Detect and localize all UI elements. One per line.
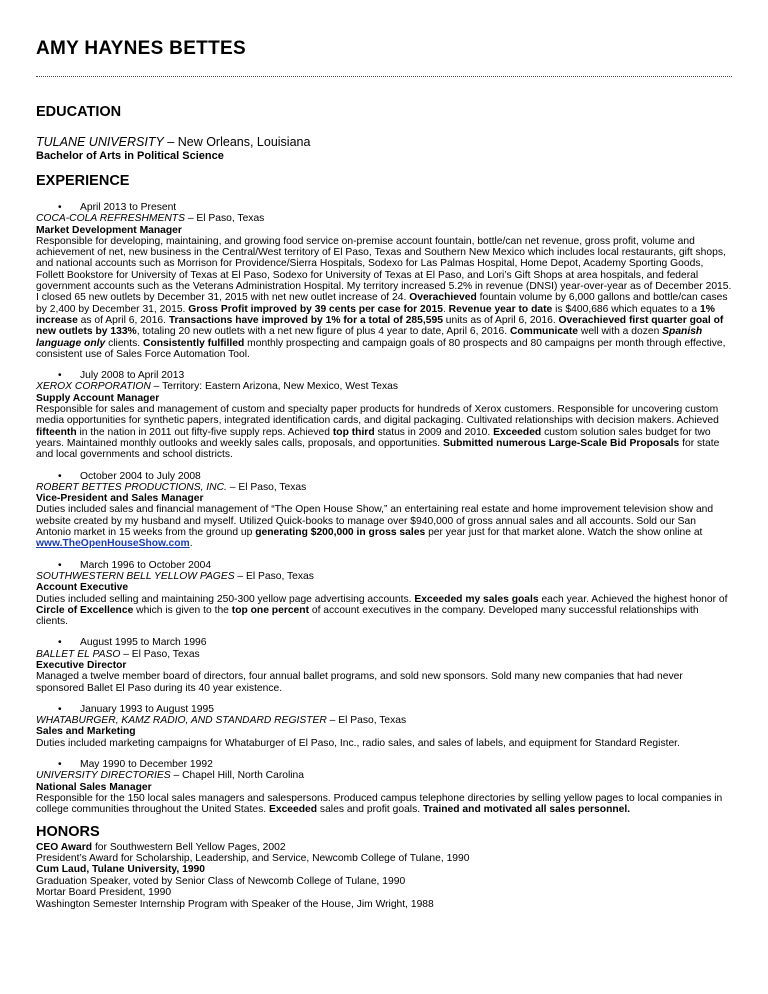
job-dates [36,471,732,482]
honors-list [36,842,732,910]
bullet-icon: • [58,759,62,771]
job-description [36,404,732,460]
job-dates-text: August 1995 to March 1996 [80,637,207,649]
text-run: Responsible for the 150 local sales managers and salespersons. Produced campus telephone directories by selling yellow pages to local companies in college communities throughout the United States. [36,792,723,816]
text-run: per year just for that market alone. Watch the show online at [425,527,703,539]
job-title: Supply Account Manager [36,392,160,404]
job-dates-text: April 2013 to Present [80,202,177,213]
website-link[interactable]: www.TheOpenHouseShow.com [36,538,190,550]
text-run: custom solution sales budget for two years. Maintained monthly outlooks and weekly sales calls, proposals, and opportunities. [36,426,711,449]
job-description [36,793,732,816]
text-run: status in 2009 and 2010. [374,426,494,438]
job-company-line [36,649,732,660]
job-title: Market Development Manager [36,224,182,236]
company-name: XEROX CORPORATION [36,381,151,393]
bullet-icon: • [58,703,62,715]
emphasis-run: Spanish language only [36,326,703,349]
job-dates [36,202,732,213]
honor-item [36,853,732,864]
emphasis-run: Overachieved [409,292,477,304]
job-title: Account Executive [36,582,129,594]
text-run: Washington Semester Internship Program with Speaker of the House, Jim Wright, 1988 [36,898,434,910]
emphasis-run: fifteenth [36,426,77,438]
job-dates-text: May 1990 to December 1992 [80,759,213,771]
company-name: SOUTHWESTERN BELL YELLOW PAGES [36,570,235,582]
job-company-line [36,571,732,582]
job-description [36,504,732,549]
job-entry [36,370,732,460]
company-location: El Paso, Texas [131,648,200,660]
company-name: COCA-COLA REFRESHMENTS [36,213,185,225]
text-run: each year. Achieved the highest honor of [538,593,728,605]
text-run: Duties included selling and maintaining 250-300 yellow page advertising accounts. [36,593,415,605]
text-run: Responsible for sales and management of custom and specialty paper products for hundreds of Xerox customers. Responsible for uncovering custom media opportunities for synthetic papers, integrated identification cards, and digital packaging. Cultivated relationships with decision makers. Achieved [36,404,719,427]
bullet-icon: • [58,370,62,382]
resume-page [36,38,732,910]
job-entry [36,704,732,749]
emphasis-run: generating $200,000 in gross sales [255,527,426,539]
job-entry [36,471,732,550]
company-location: El Paso, Texas [338,715,407,727]
job-title: Executive Director [36,659,127,671]
emphasis-run: top third [332,426,375,438]
company-location: El Paso, Texas [246,570,314,582]
school-location: New Orleans, Louisiana [177,135,311,149]
company-name: ROBERT BETTES PRODUCTIONS, INC. [36,481,227,493]
experience-list [36,202,732,816]
job-company-line [36,482,732,493]
school-name: TULANE UNIVERSITY [36,135,164,149]
degree: Bachelor of Arts in Political Science [36,150,224,162]
dash-separator: – [326,715,339,727]
text-run: Graduation Speaker, voted by Senior Class of Newcomb College of Tulane, 1990 [36,875,406,887]
text-run: clients. [105,337,144,349]
job-dates-text: January 1993 to August 1995 [80,703,214,715]
honor-item [36,887,732,898]
text-run: for Southwestern Bell Yellow Pages, 2002 [92,841,286,853]
job-entry [36,202,732,360]
emphasis-run: Revenue year to date [448,303,553,315]
text-run: in the nation in 2011 out fifty-five supply reps. Achieved [76,426,333,438]
text-run: which is given to the [133,604,232,616]
emphasis-run: Trained and motivated all sales personnel. [422,804,631,816]
emphasis-run: CEO Award [36,841,93,853]
dash-separator: – [150,381,163,393]
honors-heading: HONORS [36,823,100,840]
job-dates-text: October 2004 to July 2008 [80,470,201,482]
dash-separator: – [226,481,239,493]
job-description [36,671,732,694]
job-company-line [36,213,732,224]
emphasis-run: Consistently fulfilled [143,337,245,349]
education-heading: EDUCATION [36,104,122,120]
text-run: Mortar Board President, 1990 [36,887,172,899]
company-location: Chapel Hill, North Carolina [182,770,305,782]
text-run: Responsible for developing, maintaining, and growing food service on-premise account fountain, bottle/can net revenue, gross profit, volume and achievement of net, new business in the Central/West territory of El Paso, Texas and Southern New Mexico which includes local restaurants, gift shops, and national accounts such as Morrison for Providence/Sierra Hospitals, Sodexo for Las Palmas Hospital, Home Depot, Academy Sporting Goods, Follett Bookstore for University of Texas at El Paso, Sodexo for University of Texas at El Paso, and Lori’s Gift Shops at area hospitals, and federal government accounts such as the Veterans Administration Hospital. My territory increased 5.2% in revenue (DNSI) year-over-year as of December 2015. I closed 65 new outlets by December 31, 2015 with net new outlet increase of 24. [36,235,732,304]
text-run: . [189,538,193,550]
emphasis-run: 1% increase [36,303,715,326]
text-run: , totaling 20 new outlets with a net new figure of plus 4 year to date, April 6, 2016. [136,326,510,338]
job-dates [36,560,732,571]
job-company-line [36,381,732,392]
job-title: Vice-President and Sales Manager [36,493,204,505]
dash-separator: – [170,770,183,782]
dash-separator: – [120,648,132,660]
company-location: El Paso, Texas [196,213,265,225]
emphasis-run: Transactions have improved by 1% for a total of 285,595 [168,314,443,326]
job-dates-text: July 2008 to April 2013 [80,370,185,382]
text-run: monthly prospecting and campaign goals of 80 prospects and 80 campaigns per month through effective, consistent use of Sales Force Automation Tool. [36,337,726,360]
dash-separator: – [167,135,178,149]
bullet-icon: • [58,202,62,213]
company-location: Territory: Eastern Arizona, New Mexico, West Texas [162,381,399,393]
company-name: BALLET EL PASO [36,648,121,660]
emphasis-run: Communicate [509,326,579,338]
emphasis-run: Exceeded my sales goals [414,593,539,605]
emphasis-run: Submitted numerous Large-Scale Bid Proposals [442,437,680,449]
header-divider [36,76,732,77]
job-dates [36,704,732,715]
company-location: El Paso, Texas [238,481,307,493]
job-dates [36,370,732,381]
text-run: fountain volume by 6,000 gallons and bottle/can cases by 2,400 by December 31, 2015. [36,292,728,315]
emphasis-run: Cum Laud, Tulane University, 1990 [36,864,205,876]
job-dates [36,759,732,770]
job-description [36,594,732,628]
text-run: Managed a twelve member board of directors, four annual ballet programs, and sold new sponsors. Sold many new companies that had never sponsored Ballet El Paso during its 40 year existence. [36,671,683,694]
text-run: as of April 6, 2016. [77,314,169,326]
job-title: Sales and Marketing [36,726,136,738]
education-school-line [36,135,732,150]
emphasis-run: Circle of Excellence [36,604,134,616]
text-run: sales and profit goals. [317,804,423,816]
experience-heading: EXPERIENCE [36,173,130,189]
honor-item [36,842,732,853]
text-run: Duties included sales and financial management of “The Open House Show,” an entertaining real estate and home improvement television show and website created by my husband and myself. Utilized Quick-books to manage over $940,000 of gross annual sales and all accounts. Sold our San Antonio market in 15 weeks from the ground up [36,504,714,539]
job-dates [36,637,732,648]
dash-separator: – [184,213,197,225]
honor-item [36,864,732,875]
honor-item [36,876,732,887]
text-run: is $400,686 which equates to a [552,303,700,315]
job-description [36,738,732,749]
text-run: for state and local governments and school districts. [36,437,720,461]
text-run: Duties included marketing campaigns for Whataburger of El Paso, Inc., radio sales, and sales of labels, and equipment for Standard Register. [36,737,680,749]
emphasis-run: Overachieved first quarter goal of new outlets by 133% [36,314,724,338]
bullet-icon: • [58,637,62,649]
job-title: National Sales Manager [36,781,152,793]
company-name: UNIVERSITY DIRECTORIES [36,770,171,782]
text-run: well with a dozen [578,326,663,338]
bullet-icon: • [58,559,62,571]
job-company-line [36,715,732,726]
job-company-line [36,770,732,781]
candidate-name: AMY HAYNES BETTES [36,38,246,59]
emphasis-run: Gross Profit improved by 39 cents per case for 2015 [188,303,443,315]
job-entry [36,637,732,693]
text-run: . [442,303,449,315]
emphasis-run: Exceeded [268,804,318,816]
text-run: units as of April 6, 2016. [442,314,559,326]
job-description [36,236,732,360]
honor-item [36,899,732,910]
job-entry [36,560,732,628]
job-dates-text: March 1996 to October 2004 [80,559,212,571]
company-name: WHATABURGER, KAMZ RADIO, AND STANDARD REGISTER [36,715,327,727]
text-run: President’s Award for Scholarship, Leadership, and Service, Newcomb College of Tulane, 1990 [36,852,470,864]
emphasis-run: top one percent [231,604,309,616]
dash-separator: – [234,570,247,582]
emphasis-run: Exceeded [493,426,542,438]
job-entry [36,759,732,815]
text-run: of account executives in the company. Developed many successful relationships with clients. [36,604,699,628]
bullet-icon: • [58,470,62,482]
